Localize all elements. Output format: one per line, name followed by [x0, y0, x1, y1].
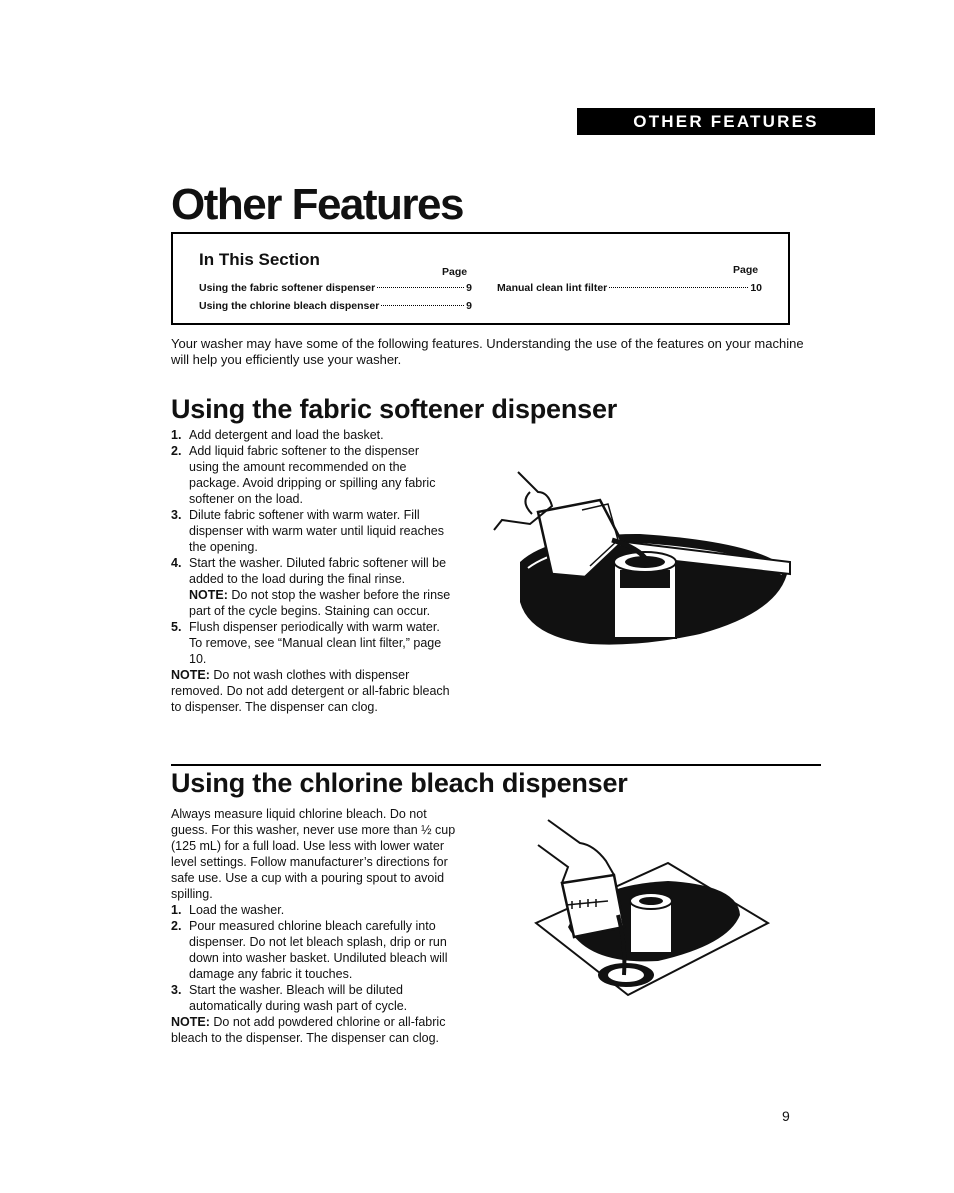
note-text: Do not wash clothes with dispenser removed. Do not add detergent or all-fabric bleach to dispenser. The dispenser can clog.	[171, 668, 450, 714]
toc-title: In This Section	[199, 250, 320, 269]
toc-entry-page: 9	[466, 282, 472, 294]
chlorine-bleach-heading: Using the chlorine bleach dispenser	[171, 768, 628, 798]
fabric-note	[171, 667, 469, 715]
chlorine-bleach-body	[171, 806, 473, 1046]
toc-leader-dots	[381, 305, 464, 306]
fabric-softener-illustration-icon	[490, 462, 795, 652]
step-text: Load the washer.	[189, 903, 285, 917]
toc-entry[interactable]	[199, 300, 472, 312]
list-item	[171, 555, 469, 619]
step-text: Start the washer. Diluted fabric softener will be added to the load during the final rinse.	[189, 556, 447, 586]
note-label: NOTE:	[171, 1015, 210, 1029]
step-number: 3.	[171, 983, 182, 997]
bleach-steps-list	[171, 902, 473, 1014]
note-text: Do not add powdered chlorine or all-fabric bleach to the dispenser. The dispenser can clog.	[171, 1015, 446, 1045]
step-text: Flush dispenser periodically with warm water. To remove, see “Manual clean lint filter,” page 10.	[189, 620, 442, 666]
list-item	[171, 982, 473, 1014]
toc-leader-dots	[609, 287, 748, 288]
intro-paragraph: Your washer may have some of the following features. Understanding the use of the features on your machine will help you efficiently use your washer.	[171, 336, 804, 367]
step-number: 4.	[171, 556, 182, 570]
list-item	[171, 918, 473, 982]
fabric-steps-list	[171, 427, 469, 667]
section-divider	[171, 764, 821, 766]
list-item	[171, 902, 473, 918]
step-text: Pour measured chlorine bleach carefully into dispenser. Do not let bleach splash, drip or run down into washer basket. Undiluted bleach will damage any fabric it touches.	[189, 919, 448, 981]
step-number: 5.	[171, 620, 182, 634]
list-item	[171, 507, 469, 555]
toc-box	[171, 232, 790, 325]
toc-entry-page: 10	[750, 282, 762, 294]
list-item	[171, 619, 469, 667]
toc-entry-label: Using the chlorine bleach dispenser	[199, 300, 380, 312]
fabric-softener-body	[171, 427, 469, 715]
section-banner: OTHER FEATURES	[577, 108, 875, 135]
toc-leader-dots	[377, 287, 464, 288]
toc-entry-page: 9	[466, 300, 472, 312]
step-number: 2.	[171, 919, 182, 933]
toc-entry-label: Manual clean lint filter	[497, 282, 608, 294]
toc-left-column	[199, 282, 472, 312]
step-number: 2.	[171, 444, 182, 458]
bleach-note	[171, 1014, 473, 1046]
note-text: Do not stop the washer before the rinse part of the cycle begins. Staining can occur.	[189, 588, 451, 618]
page-title: Other Features	[171, 180, 463, 229]
list-item	[171, 427, 469, 443]
step-text: Add liquid fabric softener to the dispenser using the amount recommended on the package. Avoid dripping or spilling any fabric softener on the load.	[189, 444, 436, 506]
step-number: 3.	[171, 508, 182, 522]
toc-right-column	[497, 282, 762, 294]
page-number: 9	[782, 1108, 790, 1124]
toc-page-header-left: Page	[442, 266, 468, 278]
toc-entry[interactable]	[199, 282, 472, 294]
toc-entry-label: Using the fabric softener dispenser	[199, 282, 376, 294]
toc-page-header-right: Page	[733, 264, 759, 276]
step-number: 1.	[171, 903, 182, 917]
step-text: Dilute fabric softener with warm water. Fill dispenser with warm water until liquid reaches the opening.	[189, 508, 444, 554]
step-text: Add detergent and load the basket.	[189, 428, 384, 442]
bleach-intro: Always measure liquid chlorine bleach. Do not guess. For this washer, never use more than ½ cup (125 mL) for a full load. Use less with lower water level settings. Follow manufacturer’s directions for safe use. Use a cup with a pouring spout to avoid spilling.	[171, 807, 456, 901]
chlorine-bleach-illustration-icon	[528, 815, 773, 1005]
step-number: 1.	[171, 428, 182, 442]
note-label: NOTE:	[171, 668, 210, 682]
note-label: NOTE:	[189, 588, 228, 602]
list-item	[171, 443, 469, 507]
step-text: Start the washer. Bleach will be diluted automatically during wash part of cycle.	[189, 983, 408, 1013]
fabric-softener-heading: Using the fabric softener dispenser	[171, 394, 618, 424]
toc-entry[interactable]	[497, 282, 762, 294]
